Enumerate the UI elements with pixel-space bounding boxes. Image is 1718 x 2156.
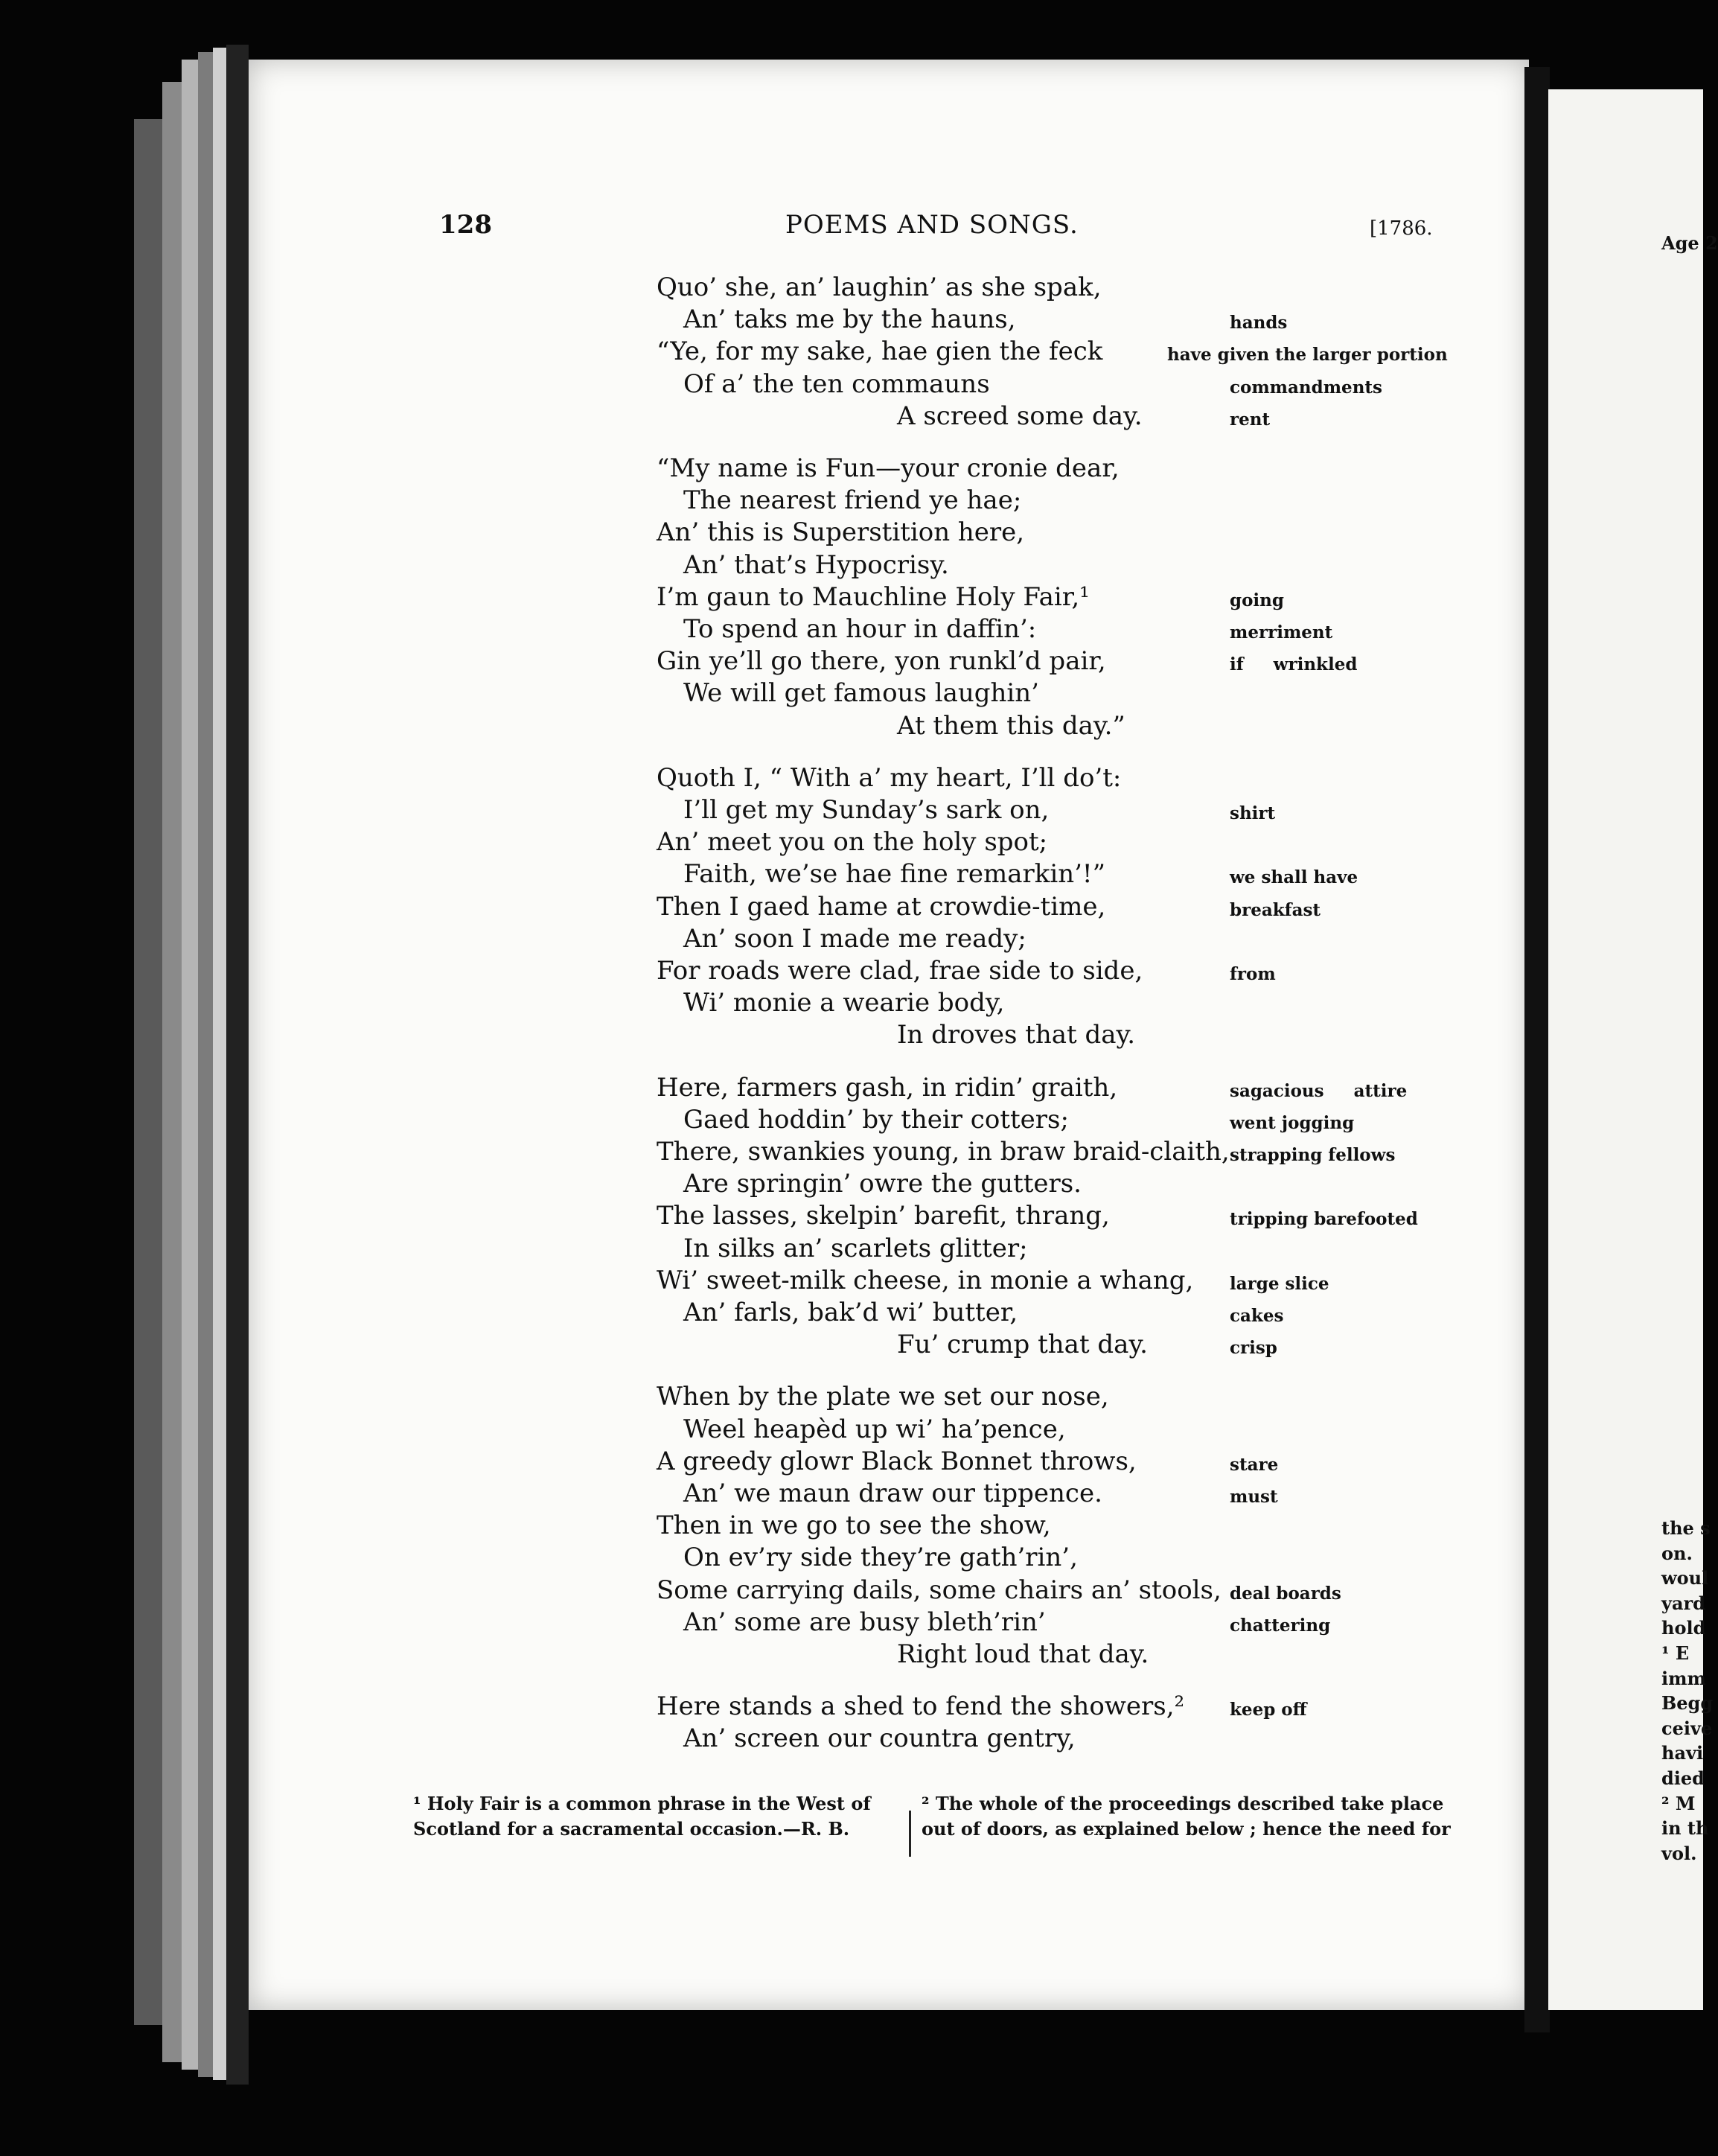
- facing-line-fragment: died: [1661, 1767, 1705, 1789]
- poem-line: Then I gaed hame at crowdie-time,: [657, 891, 1106, 922]
- poem-line: In droves that day.: [897, 1020, 1136, 1050]
- facing-line-fragment: ² M: [1661, 1792, 1696, 1814]
- poem-line: The nearest friend ye hae;: [683, 485, 1022, 516]
- gloss: sagacious attire: [1230, 1080, 1408, 1101]
- gloss: commandments: [1230, 377, 1382, 398]
- poem-line: Of a’ the ten commauns: [683, 369, 990, 399]
- poem-line: Then in we go to see the show,: [657, 1511, 1051, 1541]
- poem-line: Gaed hoddin’ by their cotters;: [683, 1104, 1069, 1135]
- gloss: we shall have: [1230, 867, 1358, 888]
- poem-line: In silks an’ scarlets glitter;: [683, 1233, 1028, 1263]
- gloss: breakfast: [1230, 899, 1321, 920]
- gloss: crisp: [1230, 1338, 1277, 1359]
- poem-line: Wi’ monie a wearie body,: [683, 988, 1005, 1018]
- facing-line-fragment: ¹ E: [1661, 1642, 1690, 1664]
- book-edge: [162, 82, 183, 2062]
- facing-line-fragment: havi: [1661, 1742, 1704, 1764]
- gloss: have given the larger portion: [1167, 345, 1448, 366]
- poem-line: Some carrying dails, some chairs an’ stools,: [657, 1575, 1222, 1605]
- facing-line-fragment: imm: [1661, 1667, 1706, 1689]
- book-edge: [198, 52, 214, 2077]
- facing-line-fragment: yard: [1661, 1592, 1705, 1614]
- facing-line-fragment: the s: [1661, 1517, 1711, 1539]
- poem-line: Fu’ crump that day.: [897, 1330, 1148, 1360]
- poem-line: At them this day.”: [897, 710, 1125, 741]
- poem-line: An’ farls, bak’d wi’ butter,: [683, 1298, 1018, 1327]
- book-edge: [134, 119, 164, 2025]
- gloss: large slice: [1230, 1273, 1329, 1294]
- page-number: 128: [439, 210, 492, 240]
- gloss: stare: [1230, 1454, 1279, 1475]
- gloss: strapping fellows: [1230, 1145, 1396, 1165]
- poem-line: On ev’ry side they’re gath’rin’,: [683, 1543, 1078, 1573]
- gloss: from: [1230, 964, 1276, 984]
- book-edge: [213, 48, 228, 2080]
- book-edge: [226, 45, 249, 2085]
- book-spine: [1524, 67, 1550, 2032]
- footnote-line: ² The whole of the proceedings described take place: [922, 1793, 1444, 1814]
- poem-line: Here, farmers gash, in ridin’ graith,: [657, 1072, 1118, 1103]
- gloss: if wrinkled: [1230, 654, 1358, 675]
- poem-line: For roads were clad, frae side to side,: [657, 956, 1143, 986]
- poem-line: I’ll get my Sunday’s sark on,: [683, 795, 1050, 825]
- gloss: chattering: [1230, 1615, 1331, 1636]
- gloss: going: [1230, 590, 1284, 610]
- poem-line: We will get famous laughin’: [683, 678, 1039, 709]
- gloss: merriment: [1230, 622, 1333, 642]
- poem-line: Weel heapèd up wi’ ha’pence,: [683, 1414, 1066, 1444]
- facing-line-fragment: on.: [1661, 1542, 1693, 1564]
- poem-line: A greedy glowr Black Bonnet throws,: [657, 1446, 1137, 1476]
- poem-line: Quo’ she, an’ laughin’ as she spak,: [657, 272, 1102, 302]
- poem-line: An’ this is Superstition here,: [657, 517, 1025, 548]
- poem-line: An’ that’s Hypocrisy.: [683, 549, 949, 580]
- footnote-line: ¹ Holy Fair is a common phrase in the West of: [413, 1793, 871, 1814]
- book-edge: [182, 60, 199, 2070]
- gloss: keep off: [1230, 1700, 1307, 1720]
- poem-line: When by the plate we set our nose,: [657, 1382, 1109, 1412]
- poem-line: An’ meet you on the holy spot;: [657, 827, 1048, 858]
- poem-line: To spend an hour in daffin’:: [683, 614, 1037, 644]
- facing-line-fragment: in th: [1661, 1817, 1709, 1840]
- facing-line-fragment: vol.: [1661, 1842, 1697, 1864]
- poem-line: “Ye, for my sake, hae gien the feck: [657, 337, 1103, 367]
- facing-header-fragment: Age 2: [1661, 232, 1718, 254]
- poem-line: Quoth I, “ With a’ my heart, I’ll do’t:: [657, 762, 1122, 793]
- gloss: hands: [1230, 313, 1288, 334]
- facing-line-fragment: Begg: [1661, 1692, 1714, 1715]
- facing-line-fragment: hold: [1661, 1617, 1706, 1639]
- poem-line: An’ some are busy bleth’rin’: [683, 1607, 1046, 1637]
- poem-line: The lasses, skelpin’ barefit, thrang,: [657, 1201, 1110, 1231]
- facing-line-fragment: ceive: [1661, 1717, 1713, 1739]
- gloss: went jogging: [1230, 1112, 1355, 1133]
- poem-line: Wi’ sweet-milk cheese, in monie a whang,: [657, 1265, 1194, 1295]
- running-year: [1786.: [1370, 217, 1433, 240]
- poem-line: Gin ye’ll go there, yon runkl’d pair,: [657, 646, 1106, 677]
- poem-line: An’ taks me by the hauns,: [683, 304, 1016, 335]
- footnote-line: out of doors, as explained below ; hence the need for: [922, 1818, 1451, 1840]
- poem-line: An’ we maun draw our tippence.: [683, 1479, 1102, 1508]
- poem-line: An’ soon I made me ready;: [683, 923, 1026, 954]
- poem-line: Right loud that day.: [897, 1639, 1149, 1669]
- gloss: rent: [1230, 409, 1271, 430]
- gloss: cakes: [1230, 1306, 1284, 1326]
- gloss: shirt: [1230, 803, 1276, 823]
- running-title: POEMS AND SONGS.: [785, 210, 1079, 240]
- poem-line: Are springin’ owre the gutters.: [683, 1169, 1082, 1199]
- gloss: tripping barefooted: [1230, 1209, 1418, 1230]
- footnote-line: Scotland for a sacramental occasion.—R. B.: [413, 1818, 850, 1840]
- poem-line: A screed some day.: [897, 401, 1143, 431]
- poem-line: Faith, we’se hae fine remarkin’!”: [683, 859, 1105, 890]
- poem-line: I’m gaun to Mauchline Holy Fair,¹: [657, 581, 1090, 612]
- poem-line: There, swankies young, in braw braid-claith,: [657, 1137, 1230, 1167]
- facing-line-fragment: woul: [1661, 1567, 1709, 1589]
- gloss: deal boards: [1230, 1583, 1341, 1604]
- gloss: must: [1230, 1487, 1278, 1507]
- poem-line: An’ screen our countra gentry,: [683, 1723, 1076, 1754]
- poem-line: “My name is Fun—your cronie dear,: [657, 453, 1120, 483]
- footnote-divider: [909, 1811, 911, 1857]
- poem-line: Here stands a shed to fend the showers,²: [657, 1691, 1185, 1722]
